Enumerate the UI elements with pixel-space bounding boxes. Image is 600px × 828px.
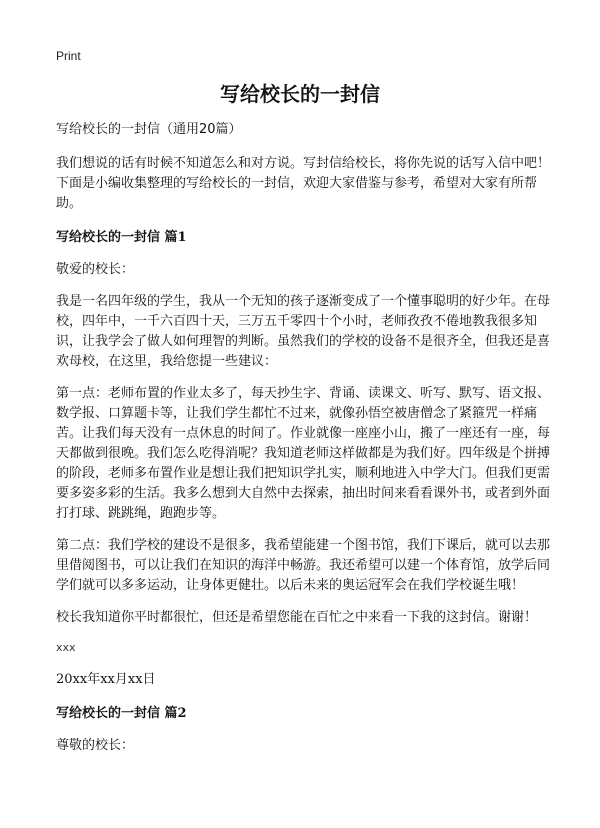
letter-date: 20xx年xx月xx日: [56, 672, 156, 687]
letter-paragraph: 第一点：老师布置的作业太多了，每天抄生字、背诵、读课文、听写、默写、语文报、数学报、口算题卡等，让我们学生都忙不过来，就像孙悟空被唐僧念了紧箍咒一样痛苦。让我们每天没有一点休息的时间了。作业就像一座座小山，搬了一座还有一座，每天都做到很晚。我们怎么吃得消呢？我知道老师这样做都是为我们好。四年级是个拼搏的阶段，老师多布置作业是想让我们把知识学扎实，顺利地进入中学大门。但我们更需要多姿多彩的生活。我多么想到大自然中去探索，抽出时间来看看课外书，或者到外面打打球、跳跳绳，跑跑步等。: [56, 386, 551, 521]
print-link[interactable]: Print: [56, 49, 81, 63]
letter-paragraph: 我是一名四年级的学生，我从一个无知的孩子逐渐变成了一个懂事聪明的好少年。在母校，四年中，一千六百四十天，三万五千零四十个小时，老师孜孜不倦地教我很多知识，让我学会了做人如何理智的判断。虽然我们的学校的设备不是很齐全，但我还是喜欢母校，在这里，我给您提一些建议：: [56, 294, 551, 369]
letter-paragraph: 第二点：我们学校的建设不是很多，我希望能建一个图书馆，我们下课后，就可以去那里借阅图书，可以让我们在知识的海洋中畅游。我还希望可以建一个体育馆，放学后同学们就可以多多运动，让身体更健壮。以后未来的奥运冠军会在我们学校诞生哦！: [56, 538, 551, 593]
letter-paragraph: 校长我知道你平时都很忙，但还是希望您能在百忙之中来看一下我的这封信。谢谢！: [56, 610, 538, 625]
letter-signature: xxx: [56, 641, 76, 654]
letter-greeting-2: 尊敬的校长：: [56, 738, 135, 753]
article-body: [56, 120, 558, 768]
letter-greeting-1: 敬爱的校长：: [56, 262, 135, 277]
letter-heading-2: 写给校长的一封信 篇2: [56, 706, 187, 721]
article-intro: 我们想说的话有时候不知道怎么和对方说。写封信给校长，将你先说的话写入信中吧！下面是小编收集整理的写给校长的一封信，欢迎大家借鉴与参考，希望对大家有所帮助。: [56, 156, 551, 211]
letter-heading-1: 写给校长的一封信 篇1: [56, 230, 187, 245]
page-title: 写给校长的一封信: [220, 82, 380, 106]
article-subtitle: 写给校长的一封信（通用20篇）: [56, 122, 242, 137]
